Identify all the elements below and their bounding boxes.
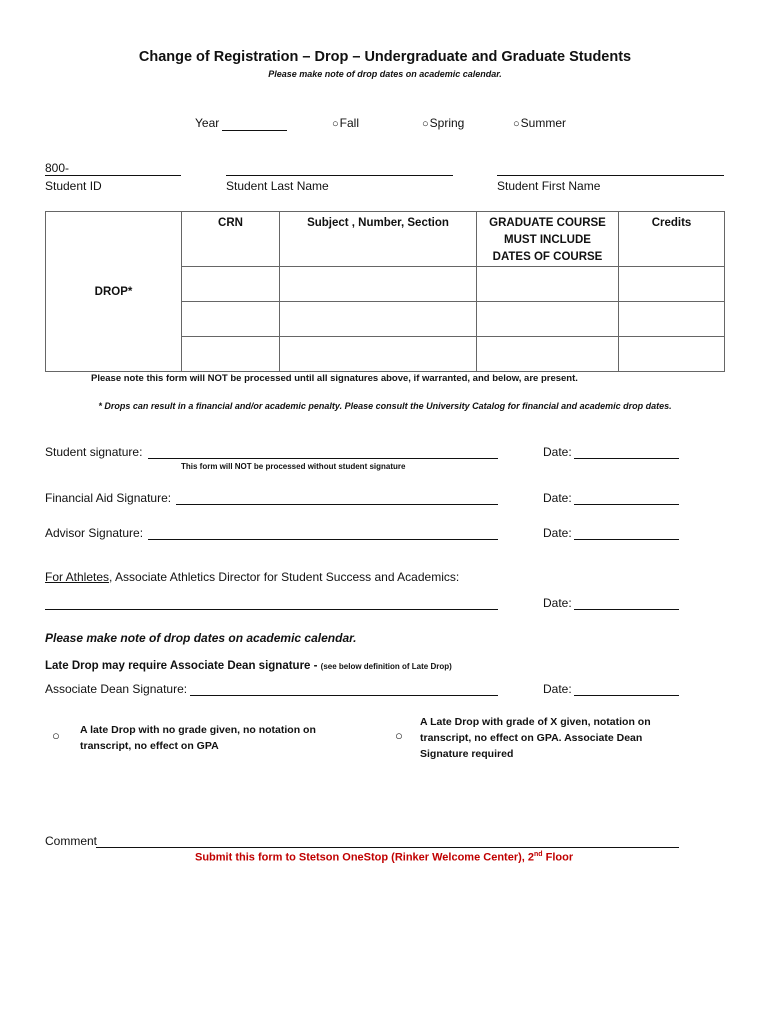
student-signature-field[interactable]: [148, 458, 498, 459]
submit-instruction: [195, 851, 573, 864]
associate-dean-signature-field[interactable]: [190, 695, 498, 696]
student-last-name-label: Student Last Name: [226, 179, 329, 193]
radio-late-drop-no-grade[interactable]: ○: [52, 728, 60, 743]
option-grade-x-line3: Signature required: [420, 748, 514, 760]
radio-circle-icon[interactable]: ○: [332, 118, 339, 130]
option-no-grade-line1: A late Drop with no grade given, no notation on: [80, 724, 316, 736]
student-last-name-field[interactable]: [226, 175, 453, 176]
student-signature-note: This form will NOT be processed without student signature: [181, 462, 406, 471]
calendar-note: Please make note of drop dates on academic calendar.: [45, 631, 357, 645]
radio-spring-label: Spring: [429, 116, 465, 130]
date-label: Date:: [543, 445, 572, 459]
athletes-prefix: For Athletes: [45, 570, 110, 584]
date-label: Date:: [543, 596, 572, 610]
associate-dean-signature-label: Associate Dean Signature:: [45, 682, 188, 696]
col-credits: Credits: [619, 212, 725, 267]
col-graduate-line3: DATES OF COURSE: [492, 251, 603, 263]
athletes-signature-field[interactable]: [45, 609, 498, 610]
associate-dean-date-field[interactable]: [574, 695, 679, 696]
option-grade-x-line2: transcript, no effect on GPA. Associate Dean: [420, 732, 643, 744]
radio-summer[interactable]: [513, 116, 566, 130]
subject-cell[interactable]: [280, 267, 477, 302]
athletes-rest: , Associate Athletics Director for Student Success and Academics:: [109, 570, 460, 584]
col-graduate-line1: GRADUATE COURSE: [489, 217, 606, 229]
radio-spring[interactable]: [422, 116, 464, 130]
submit-main: Submit this form to Stetson OneStop (Rinker Welcome Center), 2: [195, 851, 535, 864]
financial-aid-signature-label: Financial Aid Signature:: [45, 491, 172, 505]
radio-fall[interactable]: [332, 116, 359, 130]
radio-circle-icon[interactable]: ○: [513, 118, 520, 130]
option-no-grade-line2: transcript, no effect on GPA: [80, 740, 219, 752]
option-grade-x-text: [420, 714, 651, 762]
form-title: Change of Registration – Drop – Undergraduate and Graduate Students: [138, 49, 632, 65]
submit-superscript: nd: [534, 851, 543, 858]
col-crn: CRN: [182, 212, 280, 267]
submit-end: Floor: [542, 851, 574, 864]
student-first-name-label: Student First Name: [497, 179, 601, 193]
athletes-date-field[interactable]: [574, 609, 679, 610]
student-date-field[interactable]: [574, 458, 679, 459]
crn-cell[interactable]: [182, 302, 280, 337]
comment-label: Comment: [45, 834, 98, 848]
col-graduate-course: [477, 212, 619, 267]
student-id-field[interactable]: [45, 175, 181, 176]
option-grade-x-line1: A Late Drop with grade of X given, notation on: [420, 716, 651, 728]
student-first-name-field[interactable]: [497, 175, 724, 176]
table-header-row: [46, 212, 725, 267]
advisor-date-field[interactable]: [574, 539, 679, 540]
financial-aid-signature-field[interactable]: [176, 504, 498, 505]
advisor-signature-label: Advisor Signature:: [45, 526, 144, 540]
advisor-signature-field[interactable]: [148, 539, 498, 540]
late-drop-label: Late Drop may require Associate Dean signature -: [45, 660, 321, 672]
athletes-signature-label: [45, 570, 459, 584]
credits-cell[interactable]: [619, 337, 725, 372]
year-label: Year: [195, 116, 220, 130]
financial-aid-date-field[interactable]: [574, 504, 679, 505]
option-no-grade-text: [80, 722, 316, 754]
date-label: Date:: [543, 526, 572, 540]
graduate-dates-cell[interactable]: [477, 302, 619, 337]
drop-label-cell: [46, 212, 182, 372]
student-signature-label: Student signature:: [45, 445, 143, 459]
drop-label: DROP*: [94, 285, 133, 298]
credits-cell[interactable]: [619, 267, 725, 302]
radio-fall-label: Fall: [339, 116, 359, 130]
drop-course-table: [45, 211, 725, 372]
crn-cell[interactable]: [182, 267, 280, 302]
graduate-dates-cell[interactable]: [477, 267, 619, 302]
graduate-dates-cell[interactable]: [477, 337, 619, 372]
student-id-prefix: 800-: [45, 161, 70, 175]
year-field[interactable]: [222, 130, 287, 131]
col-graduate-line2: MUST INCLUDE: [504, 234, 591, 246]
credits-cell[interactable]: [619, 302, 725, 337]
penalty-note: * Drops can result in a financial and/or academic penalty. Please consult the University Catalog for financial and academic drop dates.: [98, 401, 672, 411]
student-id-label: Student ID: [45, 179, 102, 193]
radio-summer-label: Summer: [520, 116, 566, 130]
radio-circle-icon[interactable]: ○: [422, 118, 429, 130]
late-drop-note: (see below definition of Late Drop): [320, 662, 452, 671]
date-label: Date:: [543, 682, 572, 696]
signatures-required-note: Please note this form will NOT be processed until all signatures above, if warranted, and below, are present.: [91, 373, 578, 384]
radio-late-drop-grade-x[interactable]: ○: [395, 728, 403, 743]
form-subtitle: Please make note of drop dates on academic calendar.: [268, 69, 502, 79]
subject-cell[interactable]: [280, 302, 477, 337]
comment-field[interactable]: [96, 847, 679, 848]
late-drop-heading: [45, 656, 452, 674]
date-label: Date:: [543, 491, 572, 505]
crn-cell[interactable]: [182, 337, 280, 372]
subject-cell[interactable]: [280, 337, 477, 372]
col-subject: Subject , Number, Section: [280, 212, 477, 267]
